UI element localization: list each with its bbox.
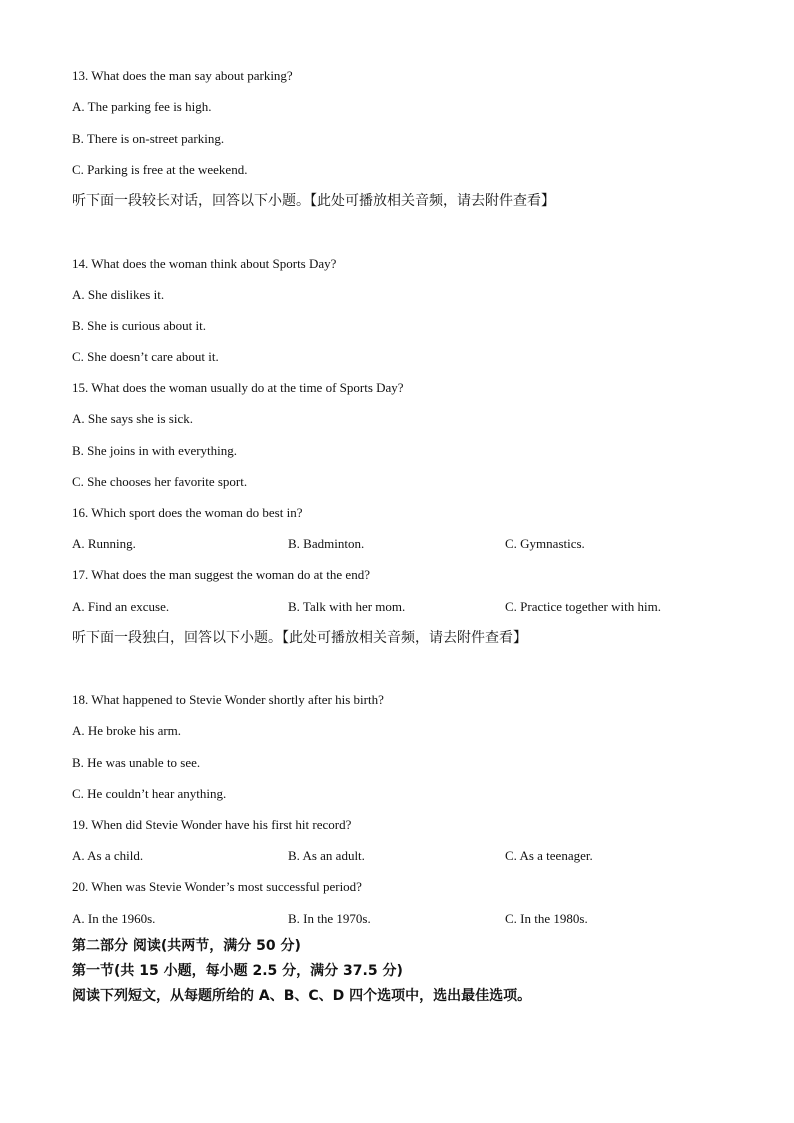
q20-options-row — [72, 911, 732, 927]
question-14: 14. What does the woman think about Sports Day? — [72, 256, 337, 271]
q16-options-row — [72, 536, 732, 552]
q15-option-a: A. She says she is sick. — [72, 411, 193, 426]
question-13: 13. What does the man say about parking? — [72, 68, 293, 83]
q20-option-b: B. In the 1970s. — [288, 911, 371, 926]
q17-option-a: A. Find an excuse. — [72, 599, 170, 614]
q14-option-c: C. She doesn’t care about it. — [72, 349, 219, 364]
instruction-long-dialogue: 听下面一段较长对话，回答以下小题。【此处可播放相关音频，请去附件查看】 — [72, 193, 555, 209]
q19-option-b: B. As an adult. — [288, 848, 365, 863]
q13-option-b: B. There is on-street parking. — [72, 131, 225, 146]
q16-option-a: A. Running. — [72, 536, 136, 551]
q19-option-c: C. As a teenager. — [505, 848, 593, 863]
q17-option-b: B. Talk with her mom. — [288, 599, 406, 614]
question-20: 20. When was Stevie Wonder’s most successful period? — [72, 879, 362, 894]
q18-option-a: A. He broke his arm. — [72, 723, 182, 738]
question-15: 15. What does the woman usually do at the time of Sports Day? — [72, 380, 404, 395]
q15-option-b: B. She joins in with everything. — [72, 443, 238, 458]
q16-option-c: C. Gymnastics. — [505, 536, 585, 551]
q17-option-c: C. Practice together with him. — [505, 599, 661, 614]
question-19: 19. When did Stevie Wonder have his first hit record? — [72, 817, 352, 832]
part2-directions: 阅读下列短文，从每题所给的 A、B、C、D 四个选项中，选出最佳选项。 — [72, 988, 532, 1004]
q14-option-a: A. She dislikes it. — [72, 287, 165, 302]
instruction-monologue: 听下面一段独白，回答以下小题。【此处可播放相关音频，请去附件查看】 — [72, 630, 527, 646]
q13-option-c: C. Parking is free at the weekend. — [72, 162, 248, 177]
part2-section1: 第一节(共 15 小题，每小题 2.5 分，满分 37.5 分) — [72, 963, 403, 979]
q18-option-b: B. He was unable to see. — [72, 755, 201, 770]
question-16: 16. Which sport does the woman do best in? — [72, 505, 303, 520]
q20-option-c: C. In the 1980s. — [505, 911, 588, 926]
q15-option-c: C. She chooses her favorite sport. — [72, 474, 248, 489]
q17-options-row — [72, 599, 732, 615]
question-18: 18. What happened to Stevie Wonder shortly after his birth? — [72, 692, 384, 707]
q14-option-b: B. She is curious about it. — [72, 318, 206, 333]
q13-option-a: A. The parking fee is high. — [72, 99, 212, 114]
question-17: 17. What does the man suggest the woman do at the end? — [72, 567, 370, 582]
q16-option-b: B. Badminton. — [288, 536, 365, 551]
q18-option-c: C. He couldn’t hear anything. — [72, 786, 227, 801]
q19-option-a: A. As a child. — [72, 848, 144, 863]
q19-options-row — [72, 848, 732, 864]
part2-heading: 第二部分 阅读(共两节，满分 50 分) — [72, 938, 301, 954]
q20-option-a: A. In the 1960s. — [72, 911, 156, 926]
